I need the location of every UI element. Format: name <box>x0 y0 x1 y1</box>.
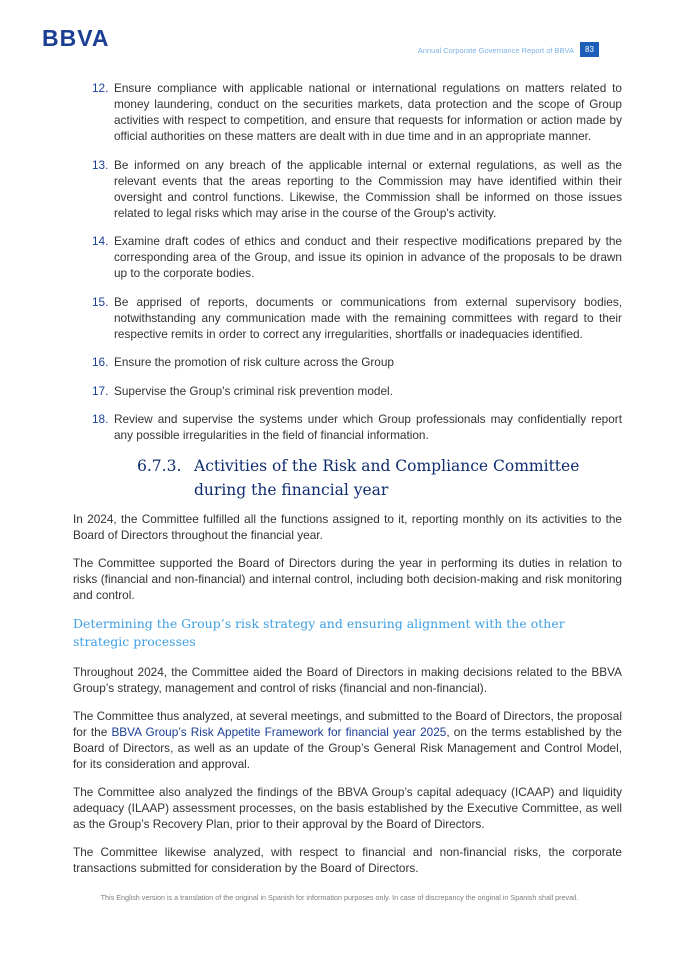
paragraph-text: The Committee thus analyzed, at several meetings, and submitted to the Board of Directors, the proposal for the <box>73 709 622 739</box>
subheading: Determining the Group’s risk strategy and ensuring alignment with the other strategic processes <box>73 616 565 649</box>
paragraph: The Committee supported the Board of Directors during the year in performing its duties in relation to risks (financial and non-financial) and internal control, including both decision-making and risk monitoring and control. <box>73 556 622 602</box>
list-item-number: 13. <box>92 157 109 172</box>
risk-appetite-framework-link[interactable]: BBVA Group’s Risk Appetite Framework for financial year 2025 <box>111 725 447 739</box>
footer-disclaimer: This English version is a translation of the original in Spanish for information purposes only. In case of discrepancy the original in Spanish shall prevail. <box>100 893 579 902</box>
header-title: Annual Corporate Governance Report of BBVA <box>417 46 574 55</box>
section-title: Activities of the Risk and Compliance Committee during the financial year <box>194 457 580 499</box>
list-item-number: 18. <box>92 412 109 426</box>
list-item <box>92 294 622 342</box>
section-number: 6.7.3. <box>137 457 182 475</box>
list-item-number: 16. <box>92 355 109 369</box>
paragraph <box>73 708 622 772</box>
section-heading <box>137 454 627 502</box>
list-item-number: 15. <box>92 294 109 309</box>
paragraph: The Committee also analyzed the findings of the BBVA Group’s capital adequacy (ICAAP) and liquidity adequacy (ILAAP) assessment processes, on the basis established by the Executive Committee, as well as the Group’s Recovery Plan, prior to their approval by the Board of Directors. <box>73 785 622 831</box>
list-item-text: Be informed on any breach of the applicable internal or external regulations, as well as the relevant events that the areas reporting to the Commission may have identified within their oversight and control functions. Likewise, the Commission shall be informed on those issues related to legal risks which may arise in the course of the Group's activity. <box>114 157 622 220</box>
list-item <box>92 354 622 370</box>
list-item-text: Ensure the promotion of risk culture across the Group <box>114 355 394 369</box>
list-item-number: 14. <box>92 234 109 248</box>
body-text <box>73 511 622 888</box>
list-item <box>92 233 622 281</box>
bbva-logo-text: BBVA <box>42 26 110 50</box>
list-item-text: Review and supervise the systems under which Group professionals may confidentially report any possible irregularities in the field of financial information. <box>114 412 622 442</box>
list-item <box>92 157 622 221</box>
paragraph: The Committee likewise analyzed, with respect to financial and non-financial risks, the corporate transactions submitted for consideration by the Board of Directors. <box>73 845 622 875</box>
list-item-number: 12. <box>92 81 109 95</box>
list-item-text: Be apprised of reports, documents or communications from external supervisory bodies, notwithstanding any communication made with the remaining committees with regard to their respective remits in order to correct any irregularities, shortfalls or inadequacies identified. <box>114 294 622 341</box>
responsibilities-list <box>92 80 622 456</box>
page-number: 83 <box>580 42 599 57</box>
list-item-text: Supervise the Group's criminal risk prevention model. <box>114 383 393 398</box>
paragraph: Throughout 2024, the Committee aided the Board of Directors in making decisions related to the BBVA Group’s strategy, management and control of risks (financial and non-financial). <box>73 665 622 695</box>
paragraph-text: , on the terms established by the Board of Directors, as well as an update of the Group’s General Risk Management and Control Model, for its consideration and approval. <box>73 725 622 771</box>
list-item <box>92 383 622 399</box>
list-item-text: Ensure compliance with applicable national or international regulations on matters related to money laundering, conduct on the securities markets, data protection and the scope of Group activities with respect to competition, and ensure that requests for information or action made by official authorities on these matters are dealt with in due time and in an appropriate manner. <box>114 81 622 143</box>
list-item-text: Examine draft codes of ethics and conduct and their respective modifications prepared by the corresponding area of the Group, and issue its opinion in advance of the proposals to be drawn up to the corporate bodies. <box>114 234 622 280</box>
list-item <box>92 80 622 144</box>
paragraph: In 2024, the Committee fulfilled all the functions assigned to it, reporting monthly on its activities to the Board of Directors throughout the financial year. <box>73 512 622 542</box>
list-item <box>92 411 622 443</box>
list-item-number: 17. <box>92 383 109 398</box>
bbva-logo <box>42 26 120 50</box>
